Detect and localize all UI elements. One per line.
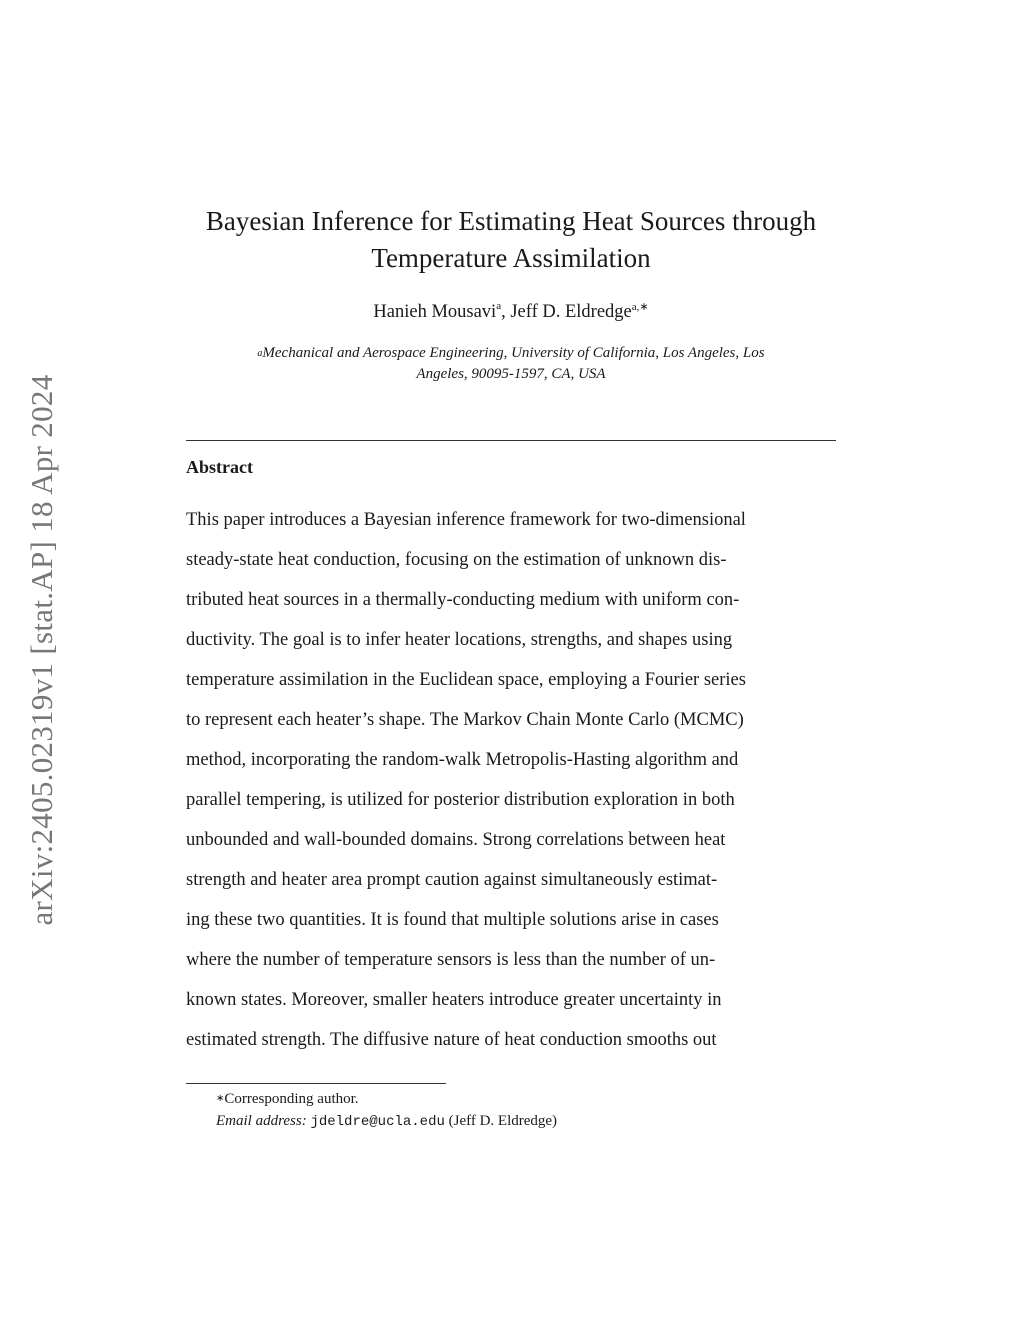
author-name: Jeff D. Eldredge (510, 302, 632, 322)
email-address[interactable]: jdeldre@ucla.edu (310, 1114, 445, 1130)
abstract-line: ing these two quantities. It is found that multiple solutions arise in cases (186, 910, 719, 930)
author-list (186, 302, 836, 323)
footnote-email (186, 1110, 836, 1133)
abstract-line: tributed heat sources in a thermally-conducting medium with uniform con- (186, 590, 740, 610)
affiliation-text: Mechanical and Aerospace Engineering, University of California, Los Angeles, Los (262, 345, 765, 361)
title-line: Temperature Assimilation (371, 243, 651, 273)
abstract-line: ductivity. The goal is to infer heater locations, strengths, and shapes using (186, 630, 733, 650)
abstract-line: method, incorporating the random-walk Metropolis-Hasting algorithm and (186, 750, 739, 770)
affiliation-mark: a (257, 348, 263, 359)
footnote-divider (186, 1083, 446, 1084)
abstract-line: where the number of temperature sensors is less than the number of un- (186, 950, 716, 970)
footnote-corresponding (186, 1088, 836, 1110)
affiliation (186, 343, 836, 385)
abstract-line: temperature assimilation in the Euclidean space, employing a Fourier series (186, 670, 746, 690)
affiliation-line: Angeles, 90095-1597, CA, USA (416, 366, 606, 382)
email-owner: (Jeff D. Eldredge) (448, 1113, 558, 1129)
affiliation-line (186, 343, 836, 364)
abstract-line: strength and heater area prompt caution against simultaneously estimat- (186, 870, 718, 890)
arxiv-identifier: arXiv:2405.02319v1 [stat.AP] 18 Apr 2024 (24, 374, 59, 926)
footnote (186, 1088, 836, 1133)
footnote-corresponding-text: Corresponding author. (224, 1091, 359, 1107)
footnote-mark: ∗ (216, 1093, 225, 1104)
abstract-body (186, 503, 836, 1063)
abstract-heading: Abstract (186, 457, 253, 477)
abstract-line: steady-state heat conduction, focusing on the estimation of unknown dis- (186, 550, 727, 570)
author-separator: , (501, 302, 511, 322)
abstract-line: unbounded and wall-bounded domains. Strong correlations between heat (186, 830, 726, 850)
abstract-line: to represent each heater’s shape. The Markov Chain Monte Carlo (MCMC) (186, 710, 744, 730)
abstract-line: parallel tempering, is utilized for posterior distribution exploration in both (186, 790, 735, 810)
header-divider (186, 440, 836, 441)
abstract-line: estimated strength. The diffusive nature of heat conduction smooths out (186, 1030, 717, 1050)
author-name: Hanieh Mousavi (373, 302, 497, 322)
author-affiliation-mark: a,∗ (631, 301, 649, 313)
email-label: Email address: (216, 1113, 307, 1129)
abstract-line: This paper introduces a Bayesian inference framework for two-dimensional (186, 510, 746, 530)
author-affiliation-mark: a (496, 300, 502, 312)
paper-title (186, 203, 836, 277)
title-line: Bayesian Inference for Estimating Heat Sources through (205, 206, 817, 236)
abstract-line: known states. Moreover, smaller heaters introduce greater uncertainty in (186, 990, 722, 1010)
